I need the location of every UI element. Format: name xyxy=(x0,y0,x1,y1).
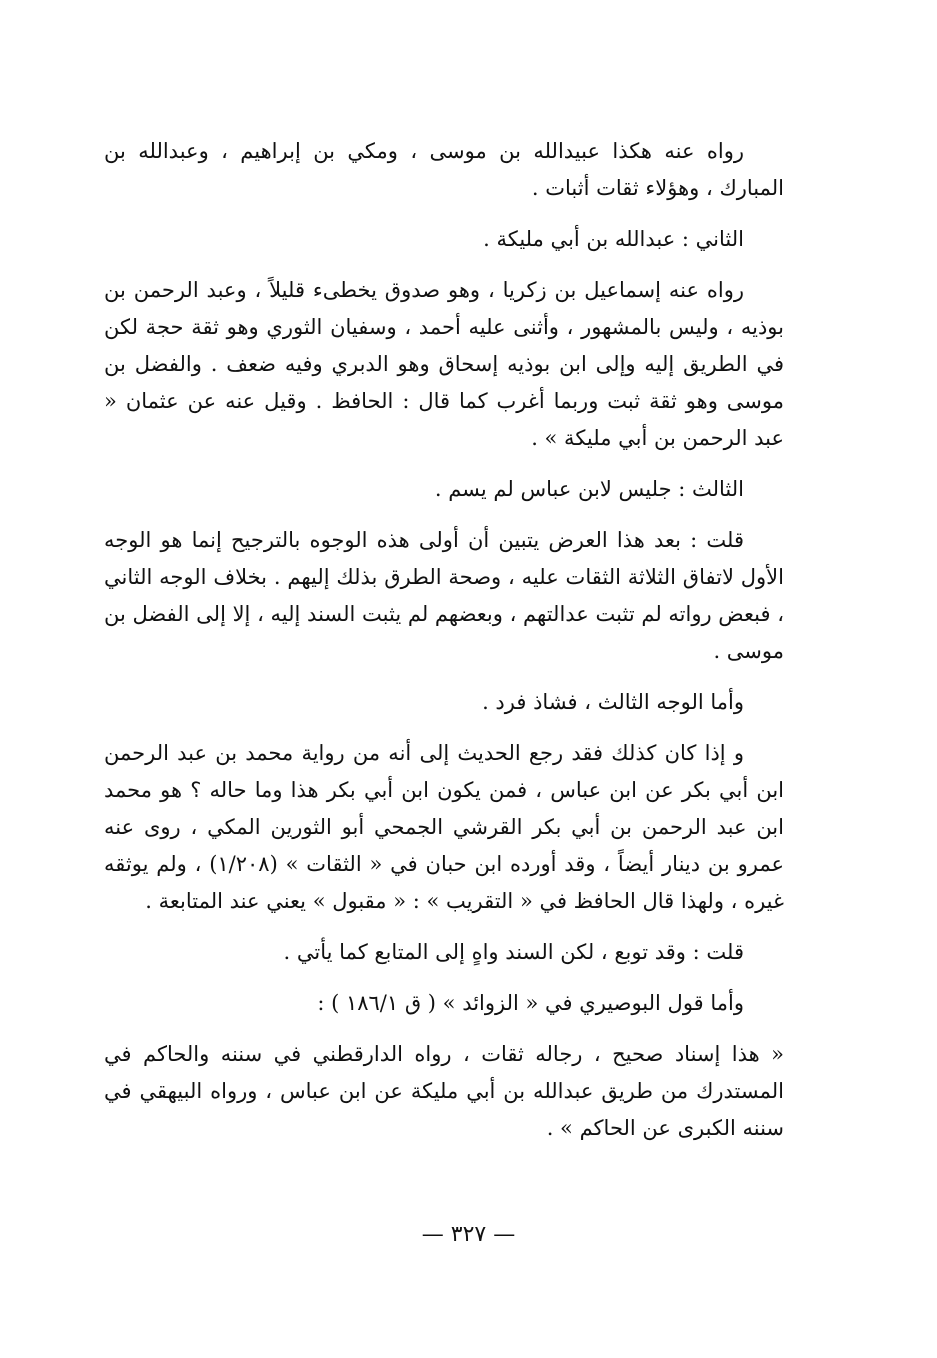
paragraph-7: و إذا كان كذلك فقد رجع الحديث إلى أنه من رواية محمد بن عبد الرحمن ابن أبي بكر عن ابن عباس ، فمن يكون ابن أبي بكر هذا وما حاله ؟ هو محمد ابن عبد الرحمن بن أبي بكر القرشي الجمحي أبو الثورين المكي ، روى عنه عمرو بن دينار أيضاً ، وقد أورده ابن حبان في « الثقات » (١/٢٠٨) ، ولم يوثقه غيره ، ولهذا قال الحافظ في « التقريب » : « مقبول » يعني عند المتابعة . xyxy=(104,741,784,913)
paragraph-10: « هذا إسناد صحيح ، رجاله ثقات ، رواه الدارقطني في سننه والحاكم في المستدرك من طريق عبدالله بن أبي مليكة عن ابن عباس ، ورواه البيهقي في سننه الكبرى عن الحاكم » . xyxy=(104,1042,784,1140)
paragraph-9: وأما قول البوصيري في « الزوائد » ( ق ١٨٦/١ ) : xyxy=(317,991,744,1015)
body-text xyxy=(104,133,784,1161)
paragraph-8: قلت : وقد توبع ، لكن السند واهٍ إلى المتابع كما يأتي . xyxy=(283,940,744,964)
page-number: — ٣٢٧ — xyxy=(421,1222,516,1247)
paragraph-2: الثاني : عبدالله بن أبي مليكة . xyxy=(483,227,744,251)
paragraph-5: قلت : بعد هذا العرض يتبين أن أولى هذه الوجوه بالترجيح إنما هو الوجه الأول لاتفاق الثلاثة الثقات عليه ، وصحة الطرق بذلك إليهم . بخلاف الوجه الثاني ، فبعض رواته لم تثبت عدالتهم ، وبعضهم لم يثبت السند إليه ، إلا إلى الفضل بن موسى . xyxy=(104,528,784,663)
paragraph-4: الثالث : جليس لابن عباس لم يسم . xyxy=(434,477,744,501)
paragraph-1: رواه عنه هكذا عبيدالله بن موسى ، ومكي بن إبراهيم ، وعبدالله بن المبارك ، وهؤلاء ثقات أثبات . xyxy=(104,139,784,200)
paragraph-3: رواه عنه إسماعيل بن زكريا ، وهو صدوق يخطىء قليلاً ، وعبد الرحمن بن بوذيه ، وليس بالمشهور ، وأثنى عليه أحمد ، وسفيان الثوري وهو ثقة حجة لكن في الطريق إليه وإلى ابن بوذيه إسحاق وهو الدبري وفيه ضعف . والفضل بن موسى وهو ثقة ثبت وربما أغرب كما قال : الحافظ . وقيل عنه عن عثمان « عبد الرحمن بن أبي مليكة » . xyxy=(104,278,784,450)
paragraph-6: وأما الوجه الثالث ، فشاذ فرد . xyxy=(482,690,744,714)
